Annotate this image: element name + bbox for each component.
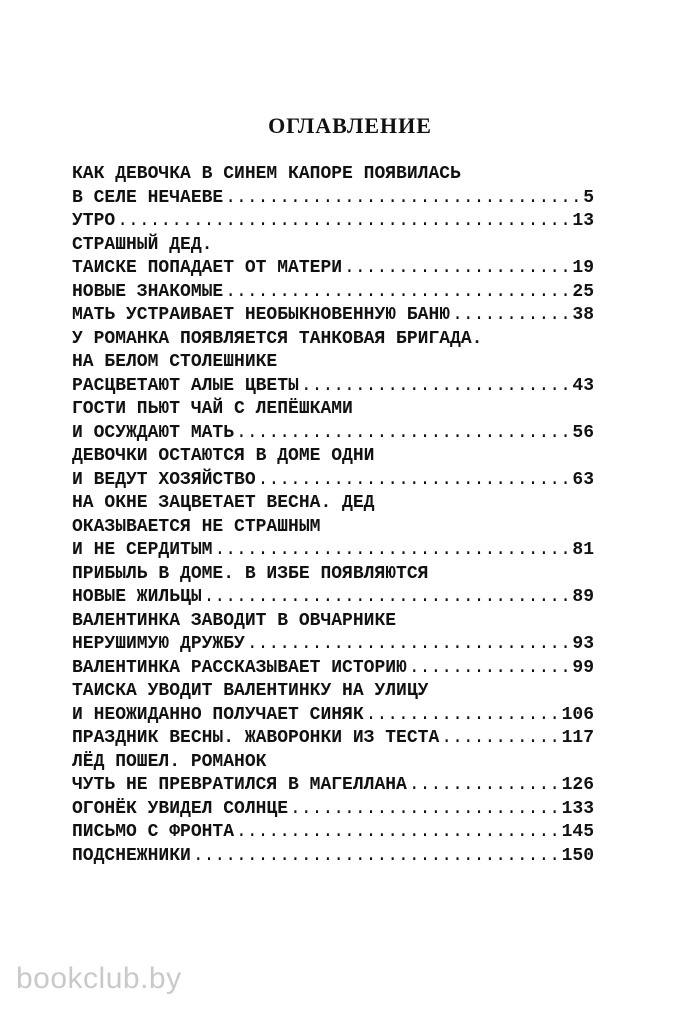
toc-entry-text: ПРАЗДНИК ВЕСНЫ. ЖАВОРОНКИ ИЗ ТЕСТА [72, 728, 440, 748]
leader-dots [409, 774, 560, 798]
toc-entry-text: НОВЫЕ ЗНАКОМЫЕ [72, 281, 224, 302]
toc-entry-text: КАК ДЕВОЧКА В СИНЕМ КАПОРЕ ПОЯВИЛАСЬ [72, 164, 461, 184]
toc-entry-text: И ОСУЖДАЮТ МАТЬ [72, 422, 235, 443]
toc-entry-text: ЧУТЬ НЕ ПРЕВРАТИЛСЯ В МАГЕЛЛАНА [72, 775, 407, 795]
leader-dots [193, 845, 560, 869]
toc-entry-text: ДЕВОЧКИ ОСТАЮТСЯ В ДОМЕ ОДНИ [72, 446, 375, 466]
leader-dots [236, 821, 560, 845]
toc-entry-line [72, 257, 594, 281]
leader-dots [452, 304, 570, 328]
toc-entry-line [72, 845, 594, 869]
toc-entry-continuation [72, 563, 594, 587]
page-number: 93 [572, 634, 594, 654]
toc-entry-line [72, 704, 594, 728]
page-number: 13 [572, 211, 594, 231]
toc-entry-continuation [72, 751, 594, 775]
page-number: 5 [583, 187, 594, 208]
toc-entry-line [72, 304, 594, 328]
toc-entry-line [72, 657, 594, 681]
page-number: 89 [572, 587, 594, 607]
toc-entry-text: НОВЫЕ ЖИЛЬЦЫ [72, 587, 202, 607]
leader-dots [258, 469, 571, 493]
toc-entry-continuation [72, 398, 594, 422]
toc-entry-text: СТРАШНЫЙ ДЕД. [72, 234, 213, 255]
page-number: 25 [572, 281, 594, 302]
leader-dots [204, 586, 571, 610]
page-number: 145 [561, 822, 594, 842]
leader-dots [247, 633, 571, 657]
toc-entry-line [72, 422, 594, 446]
toc-entry-text: ТАИСКЕ ПОПАДАЕТ ОТ МАТЕРИ [72, 258, 343, 278]
page-number: 81 [572, 540, 594, 560]
page-number: 126 [561, 775, 594, 795]
toc-entry-line [72, 633, 594, 657]
toc-entry-text: ПОДСНЕЖНИКИ [72, 845, 191, 866]
leader-dots [366, 704, 560, 728]
toc-entry-line [72, 469, 594, 493]
toc-entry-line [72, 281, 594, 305]
leader-dots [214, 539, 570, 563]
toc-entry-text: ПИСЬМО С ФРОНТА [72, 822, 235, 842]
page-number: 63 [572, 469, 594, 490]
toc-entry-line [72, 539, 594, 563]
toc-entry-text: ОГОНЁК УВИДЕЛ СОЛНЦЕ [72, 798, 289, 819]
toc-entry-continuation [72, 445, 594, 469]
toc-entry-text: У РОМАНКА ПОЯВЛЯЕТСЯ ТАНКОВАЯ БРИГАДА. [72, 328, 483, 349]
toc-entry-text: ПРИБЫЛЬ В ДОМЕ. В ИЗБЕ ПОЯВЛЯЮТСЯ [72, 563, 429, 584]
page-number: 38 [572, 305, 594, 325]
toc-entry-continuation [72, 516, 594, 540]
leader-dots [441, 727, 559, 751]
page-number: 99 [572, 657, 594, 678]
toc-entry-line [72, 210, 594, 234]
toc-entry-line [72, 798, 594, 822]
page-number: 117 [561, 728, 594, 748]
page-title: ОГЛАВЛЕНИЕ [268, 113, 432, 138]
toc-entry-line [72, 727, 594, 751]
leader-dots [225, 187, 581, 211]
toc-entry-text: МАТЬ УСТРАИВАЕТ НЕОБЫКНОВЕННУЮ БАНЮ [72, 305, 451, 325]
toc-entry-text: РАСЦВЕТАЮТ АЛЫЕ ЦВЕТЫ [72, 375, 299, 396]
toc-entry-text: УТРО [72, 211, 116, 231]
toc-entry-continuation [72, 492, 594, 516]
toc-entry-text: В СЕЛЕ НЕЧАЕВЕ [72, 187, 224, 208]
toc-entry-text: ВАЛЕНТИНКА ЗАВОДИТ В ОВЧАРНИКЕ [72, 610, 397, 631]
leader-dots [344, 257, 570, 281]
toc-entry-text: И ВЕДУТ ХОЗЯЙСТВО [72, 469, 256, 490]
toc-entry-text: ТАИСКА УВОДИТ ВАЛЕНТИНКУ НА УЛИЦУ [72, 681, 429, 701]
toc-entry-text: ЛЁД ПОШЕЛ. РОМАНОК [72, 751, 267, 772]
page-number: 56 [572, 422, 594, 443]
toc-entry-text: НА БЕЛОМ СТОЛЕШНИКЕ [72, 352, 278, 372]
toc-entry-text: И НЕОЖИДАННО ПОЛУЧАЕТ СИНЯК [72, 704, 364, 725]
leader-dots [236, 422, 570, 446]
leader-dots [117, 210, 570, 234]
toc-entry-line [72, 375, 594, 399]
toc-entry-continuation [72, 680, 594, 704]
toc-entry-line [72, 586, 594, 610]
site-watermark: bookclub.by [16, 962, 182, 995]
leader-dots [290, 798, 560, 822]
toc-entry-continuation [72, 234, 594, 258]
toc-entry-continuation [72, 163, 594, 187]
leader-dots [409, 657, 571, 681]
toc-entry-text: ОКАЗЫВАЕТСЯ НЕ СТРАШНЫМ [72, 516, 321, 537]
page-number: 43 [572, 375, 594, 396]
page-number: 150 [561, 845, 594, 866]
table-of-contents [72, 163, 594, 868]
toc-entry-text: ВАЛЕНТИНКА РАССКАЗЫВАЕТ ИСТОРИЮ [72, 657, 407, 678]
toc-entry-continuation [72, 351, 594, 375]
toc-entry-line [72, 821, 594, 845]
toc-entry-text: НА ОКНЕ ЗАЦВЕТАЕТ ВЕСНА. ДЕД [72, 493, 375, 513]
toc-entry-line [72, 774, 594, 798]
page-number: 133 [561, 798, 594, 819]
toc-entry-continuation [72, 328, 594, 352]
leader-dots [301, 375, 571, 399]
toc-entry-text: И НЕ СЕРДИТЫМ [72, 540, 213, 560]
toc-entry-continuation [72, 610, 594, 634]
toc-entry-text: ГОСТИ ПЬЮТ ЧАЙ С ЛЕПЁШКАМИ [72, 399, 353, 419]
toc-entry-text: НЕРУШИМУЮ ДРУЖБУ [72, 634, 245, 654]
leader-dots [225, 281, 570, 305]
toc-entry-line [72, 187, 594, 211]
page-number: 19 [572, 258, 594, 278]
page-number: 106 [561, 704, 594, 725]
